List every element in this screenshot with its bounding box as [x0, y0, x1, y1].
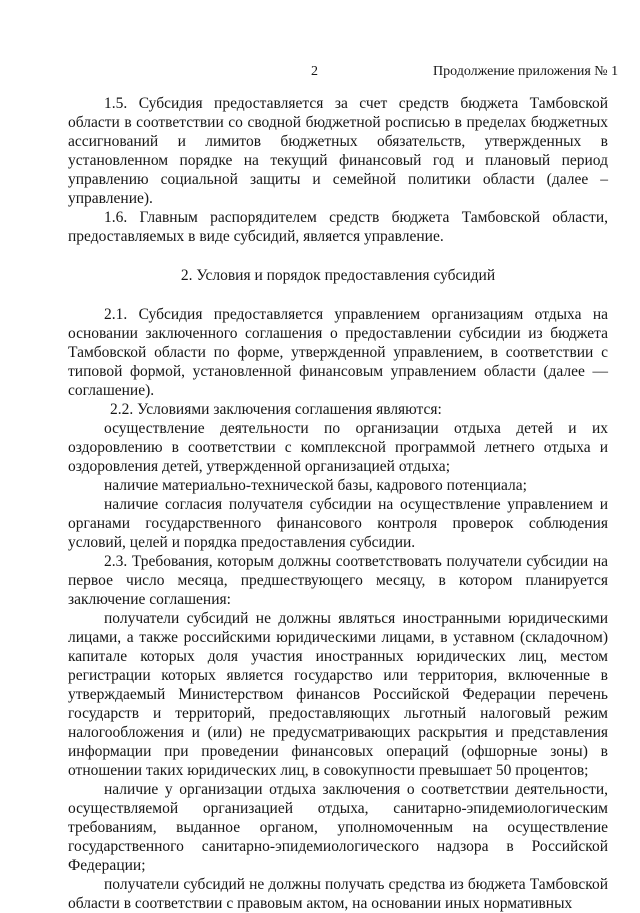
paragraph-2-3: 2.3. Требования, которым должны соответствовать получатели субсидии на первое число месяца, предшествующего месяцу, в котором планируется заключение соглашения:	[68, 553, 608, 608]
paragraph-2-2: 2.2. Условиями заключения соглашения являются:	[110, 401, 442, 418]
requirement-sanitary-conclusion: наличие у организации отдыха заключения о соответствии деятельности, осуществляемой организацией отдыха, санитарно-эпидемиологическим требованиям, выданное органом, уполномоченным на осуществление государственного санитарно-эпидемиологического надзора в Российской Федерации;	[68, 781, 608, 874]
document-body	[68, 94, 608, 913]
paragraph-1-6: 1.6. Главным распорядителем средств бюджета Тамбовской области, предоставляемых в виде субсидий, является управление.	[68, 209, 608, 245]
section-heading-2: 2. Условия и порядок предоставления субсидий	[180, 267, 496, 284]
appendix-continuation-note: Продолжение приложения № 1	[433, 64, 619, 79]
paragraph-2-1: 2.1. Субсидия предоставляется управлением организациям отдыха на основании заключенного соглашения о предоставлении субсидии из бюджета Тамбовской области по форме, утвержденной управлением, в соответствии с типовой формой, установленной финансовым управлением области (далее — соглашение).	[68, 306, 608, 399]
page-number: 2	[311, 64, 318, 79]
requirement-no-other-funds: получатели субсидий не должны получать средства из бюджета Тамбовской области в соответствии с правовым актом, на основании иных нормативных	[68, 876, 608, 912]
paragraph-1-5: 1.5. Субсидия предоставляется за счет средств бюджета Тамбовской области в соответствии со сводной бюджетной росписью в пределах бюджетных ассигнований и лимитов бюджетных обязательств, утвержденных в установленном порядке на текущий финансовый год и плановый период управлению социальной защиты и семейной политики области (далее – управление).	[68, 95, 608, 207]
condition-resources: наличие материально-технической базы, кадрового потенциала;	[104, 477, 527, 494]
condition-activity: осуществление деятельности по организации отдыха детей и их оздоровлению в соответствии с комплексной программой летнего отдыха и оздоровления детей, утвержденной организацией отдыха;	[68, 420, 608, 475]
condition-consent: наличие согласия получателя субсидии на осуществление управлением и органами государственного финансового контроля проверок соблюдения условий, целей и порядка предоставления субсидии.	[68, 496, 608, 551]
requirement-foreign-entities: получатели субсидий не должны являться иностранными юридическими лицами, а также российскими юридическими лицами, в уставном (складочном) капитале которых доля участия иностранных юридических лиц, местом регистрации которых является государство или территория, включенные в утверждаемый Министерством финансов Российской Федерации перечень государств и территорий, предоставляющих льготный налоговый режим налогообложения и (или) не предусматривающих раскрытия и представления информации при проведении финансовых операций (офшорные зоны) в отношении таких юридических лиц, в совокупности превышает 50 процентов;	[68, 610, 608, 779]
